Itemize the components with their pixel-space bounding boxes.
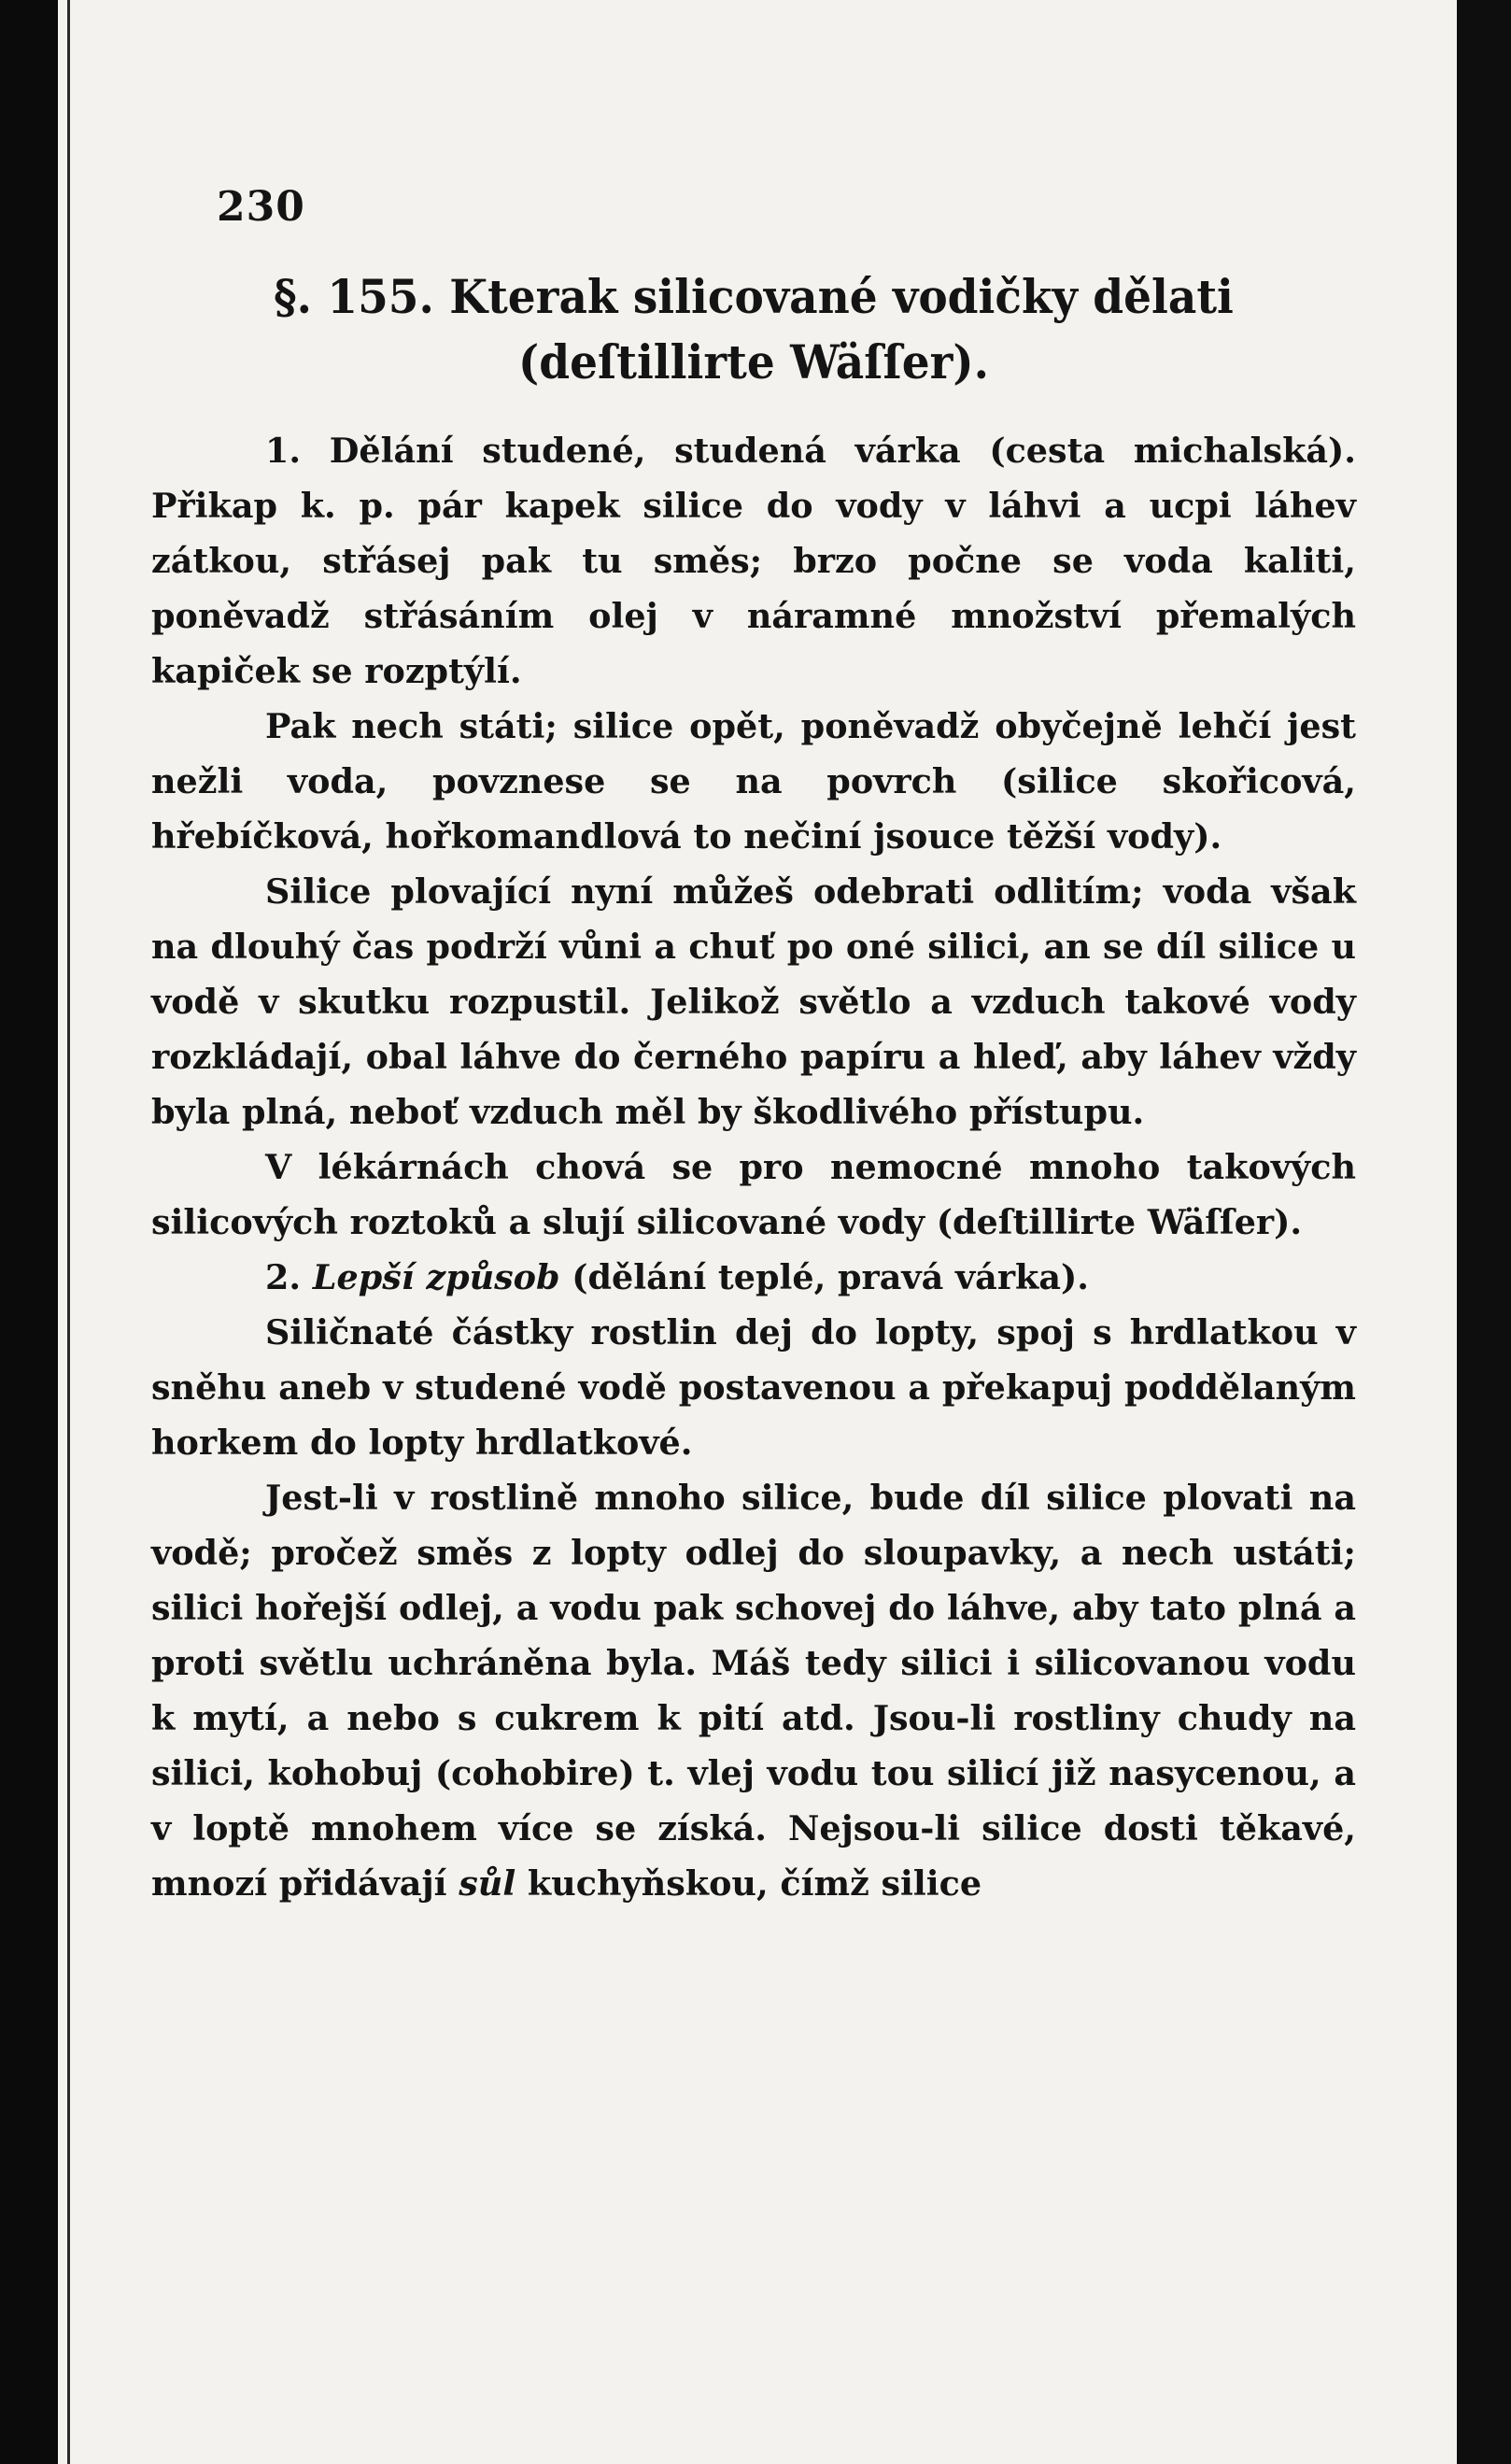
paragraph-text: V lékárnách chová se pro nemocné mnoho takových silicových roztoků a slují silicované vody (deſtillirte Wäſſer).: [151, 1147, 1356, 1242]
italic-text: sůl: [459, 1863, 516, 1904]
paragraph-text: 1. Dělání studené, studená várka (cesta michalská). Přikap k. p. pár kapek silice do vody v láhvi a ucpi láhev zátkou, střásej pak tu směs; brzo počne se voda kaliti, poněvadž střásáním olej v náramné množství přemalých kapiček se rozptýlí.: [151, 431, 1356, 691]
section-heading: §. 155. Kterak silicované vodičky dělati (deſtillirte Wäſſer).: [274, 269, 1234, 389]
paragraph: [151, 1305, 1356, 1470]
paragraph-text: (dělání teplé, pravá várka).: [559, 1257, 1089, 1297]
paragraph: [151, 423, 1356, 699]
italic-text: Lepší způsob: [312, 1257, 560, 1297]
paragraph-text: Jest-li v rostlině mnoho silice, bude díl silice plovati na vodě; pročež směs z lopty odlej do sloupavky, a nech ustáti; silici hořejší odlej, a vodu pak schovej do láhve, aby tato plná a proti světlu uchráněna byla. Máš tedy silici i silicovanou vodu k mytí, a nebo s cukrem k pití atd. Jsou-li rostliny chudy na silici, kohobuj (cohobire) t. vlej vodu tou silicí již nasycenou, a v loptě mnohem více se získá. Nejsou-li silice dosti těkavé, mnozí přidávají: [151, 1478, 1356, 1904]
paragraph-text: Siličnaté částky rostlin dej do lopty, spoj s hrdlatkou v sněhu aneb v studené vodě postavenou a překapuj poddělaným horkem do lopty hrdlatkové.: [151, 1312, 1356, 1463]
paragraph-text: kuchyňskou, čímž silice: [515, 1863, 982, 1904]
paragraph: [151, 699, 1356, 864]
paragraph-text: Pak nech státi; silice opět, poněvadž obyčejně lehčí jest nežli voda, povznese se na povrch (silice skořicová, hřebíčková, hořkomandlová to nečiní jsouce těžší vody).: [151, 706, 1356, 857]
body-text: [151, 423, 1356, 1911]
paragraph: [151, 1250, 1356, 1305]
paragraph-text: Silice plovající nyní můžeš odebrati odlitím; voda však na dlouhý čas podrží vůni a chuť po oné silici, an se díl silice u vodě v skutku rozpustil. Jelikož světlo a vzduch takové vody rozkládají, obal láhve do černého papíru a hleď, aby láhev vždy byla plná, neboť vzduch měl by škodlivého přístupu.: [151, 871, 1356, 1132]
paragraph: [151, 1470, 1356, 1911]
page-number: 230: [217, 183, 305, 231]
page-text: [151, 183, 1356, 1911]
paragraph-text: 2.: [265, 1257, 313, 1297]
page-edge-line: [67, 0, 70, 2464]
paragraph: [151, 1140, 1356, 1250]
scan-border: [1457, 0, 1511, 2464]
paragraph: [151, 864, 1356, 1140]
